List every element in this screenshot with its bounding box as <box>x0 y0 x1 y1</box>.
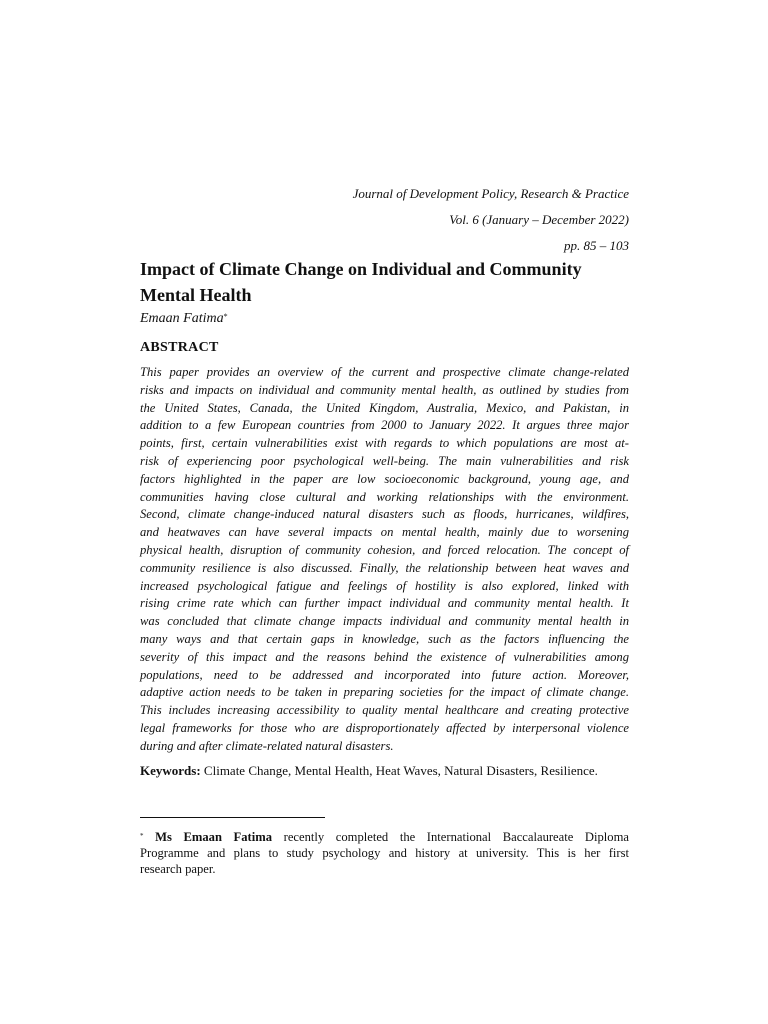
abstract-line: populations, need to be addressed and incorporated into future action. Moreover, <box>140 667 629 682</box>
paper-title <box>140 256 629 308</box>
keywords <box>140 763 629 779</box>
abstract-line: risks and impacts on individual and community mental health, as outlined by studies from <box>140 382 629 397</box>
abstract-line: severity of this impact and the reasons behind the existence of vulnerabilities among <box>140 649 629 664</box>
journal-volume: Vol. 6 (January – December 2022) <box>449 212 629 227</box>
paper-page <box>140 0 629 1024</box>
abstract-heading: ABSTRACT <box>140 340 219 355</box>
abstract-line: factors highlighted in the paper are low socioeconomic background, young age, and <box>140 471 629 486</box>
abstract-line: legal frameworks for those who are disproportionately affected by interpersonal violence <box>140 720 629 735</box>
abstract-line: increased psychological fatigue and feelings of hostility is also explored, linked with <box>140 578 629 593</box>
abstract-line: during and after climate-related natural disasters. <box>140 738 394 753</box>
author-footnote-marker: * <box>223 312 228 321</box>
journal-name: Journal of Development Policy, Research & Practice <box>352 186 629 201</box>
author-footnote <box>140 829 629 877</box>
journal-header <box>140 181 629 259</box>
footnote-line-1-text: recently completed the International Baccalaureate Diploma <box>283 830 629 844</box>
abstract-line: communities having close cultural and working relationships with the environment. <box>140 489 629 504</box>
abstract-line: many ways and that certain gaps in knowledge, such as the factors influencing the <box>140 631 629 646</box>
abstract-line: This paper provides an overview of the current and prospective climate change-related <box>140 365 629 379</box>
paper-title-line: Mental Health <box>140 285 252 305</box>
abstract-line: the United States, Canada, the United Kingdom, Australia, Mexico, and Pakistan, in <box>140 400 629 415</box>
abstract-line: adaptive action needs to be taken in preparing societies for the impact of climate change. <box>140 685 629 700</box>
abstract-line: risk of experiencing poor psychological well-being. The main vulnerabilities and risk <box>140 453 629 468</box>
footnote-line: research paper. <box>140 862 216 876</box>
abstract-line: addition to a few European countries from 2000 to January 2022. It argues three major <box>140 418 629 433</box>
abstract-line: community resilience is also discussed. Finally, the relationship between heat waves and <box>140 560 629 575</box>
abstract-line: physical health, disruption of community cohesion, and forced relocation. The concept of <box>140 542 629 557</box>
keywords-label: Keywords: <box>140 763 201 778</box>
footnote-author-name: Ms Emaan Fatima <box>155 830 273 844</box>
paper-title-line: Impact of Climate Change on Individual and Community <box>140 259 582 279</box>
journal-pages: pp. 85 – 103 <box>564 238 629 253</box>
abstract-line: Second, climate change-induced natural disasters such as floods, hurricanes, wildfires, <box>140 507 629 522</box>
abstract-body <box>140 364 629 756</box>
abstract-line: rising crime rate which can further impact individual and community mental health. It <box>140 596 629 611</box>
author <box>140 310 228 328</box>
footnote-line: Programme and plans to study psychology and history at university. This is her first <box>140 846 629 860</box>
abstract-line: and heatwaves can have several impacts on mental health, mainly due to worsening <box>140 525 629 540</box>
footnote-marker: * <box>140 832 144 840</box>
footnote-line <box>140 829 629 845</box>
abstract-line: was concluded that climate change impacts individual and community mental health in <box>140 614 629 629</box>
abstract-line: This includes increasing accessibility to quality mental healthcare and creating protective <box>140 703 629 718</box>
footnote-divider <box>140 817 325 818</box>
keywords-text: Climate Change, Mental Health, Heat Waves, Natural Disasters, Resilience. <box>203 763 598 778</box>
author-name: Emaan Fatima <box>140 311 224 326</box>
abstract-line: points, first, certain vulnerabilities exist with regards to which populations are most at- <box>140 436 629 451</box>
